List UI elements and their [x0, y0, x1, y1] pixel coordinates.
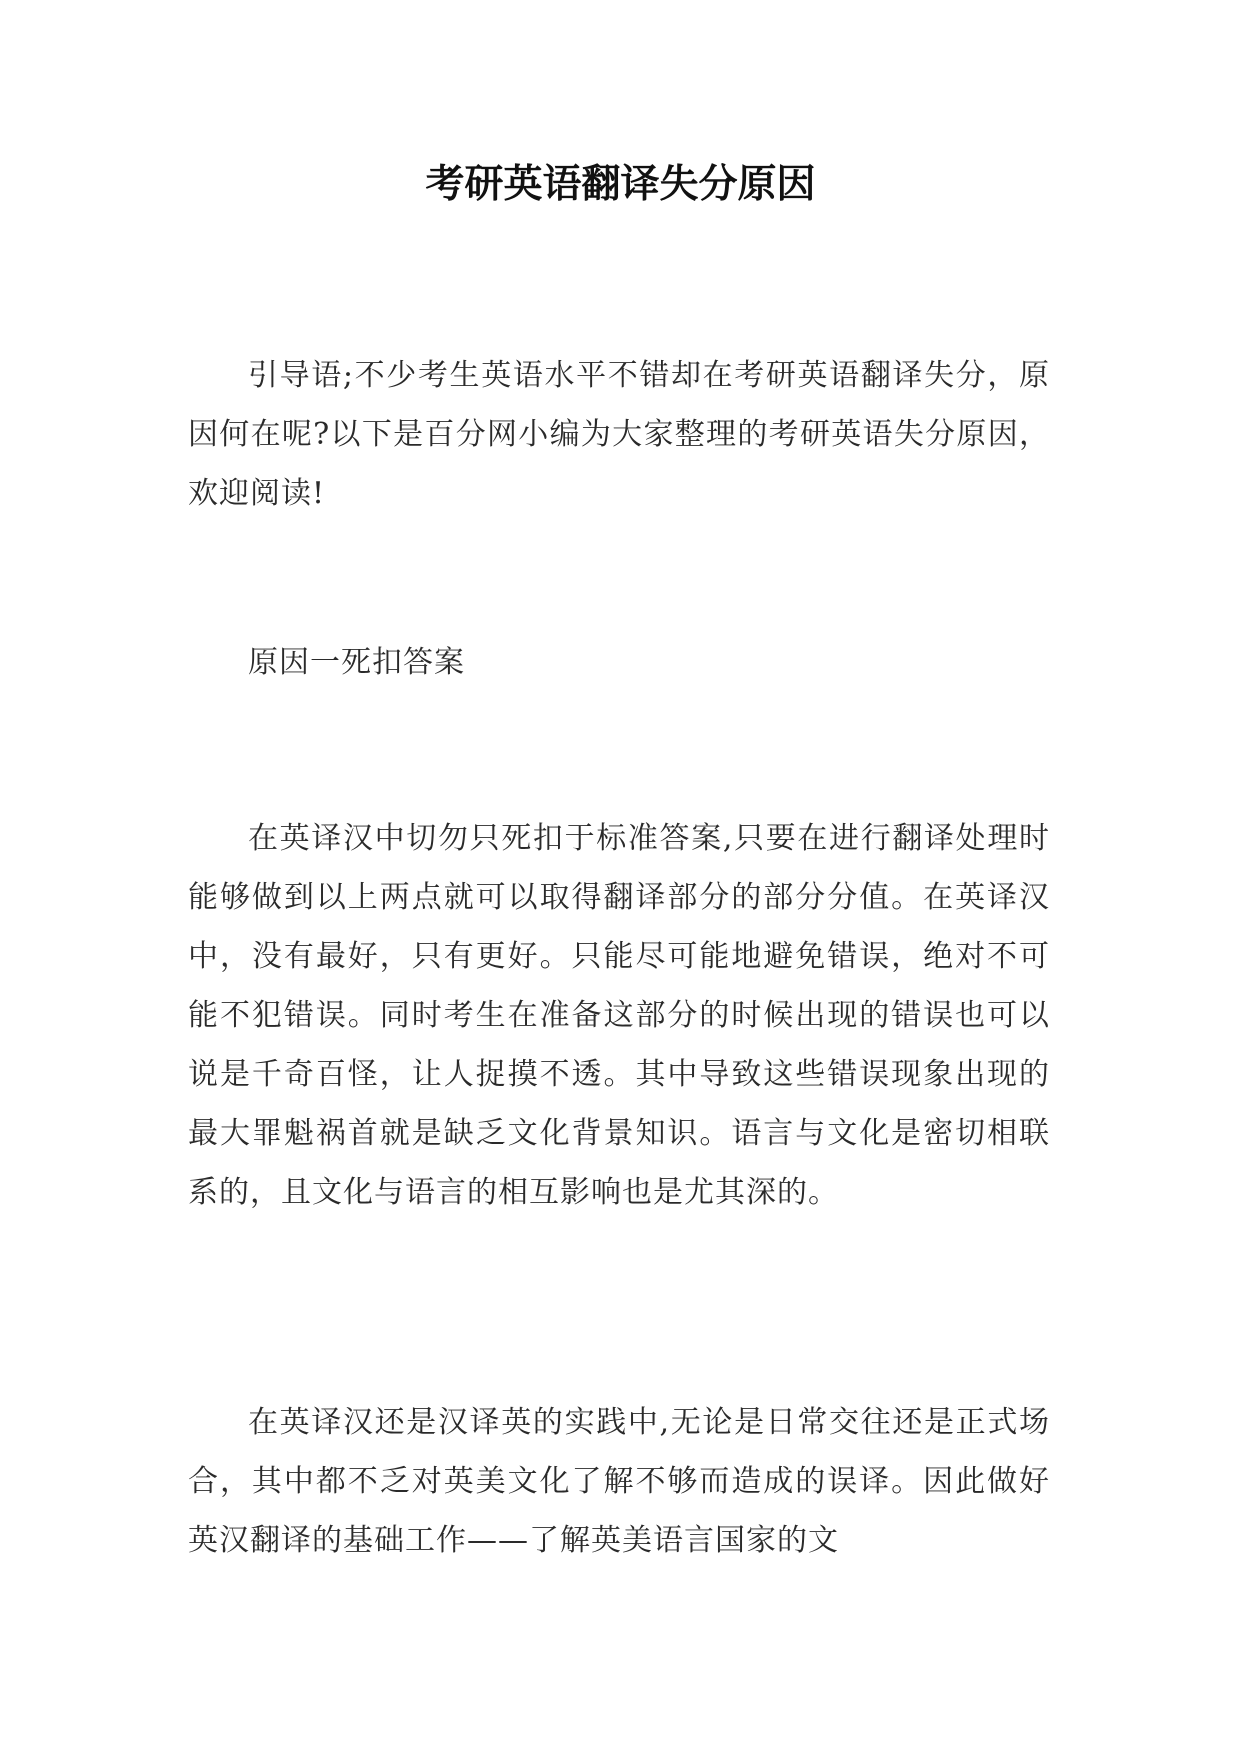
section-heading: 原因一死扣答案	[248, 645, 465, 680]
body-paragraph: 在英译汉中切勿只死扣于标准答案,只要在进行翻译处理时能够做到以上两点就可以取得翻译部分的部分分值。在英译汉中，没有最好，只有更好。只能尽可能地避免错误，绝对不可能不犯错误。同时考生在准备这部分的时候出现的错误也可以说是千奇百怪，让人捉摸不透。其中导致这些错误现象出现的最大罪魁祸首就是缺乏文化背景知识。语言与文化是密切相联系的，且文化与语言的相互影响也是尤其深的。	[188, 821, 1050, 1210]
document-title: 考研英语翻译失分原因	[425, 161, 816, 207]
intro-paragraph: 引导语;不少考生英语水平不错却在考研英语翻译失分，原因何在呢?以下是百分网小编为大家整理的考研英语失分原因，欢迎阅读!	[188, 358, 1050, 511]
body-paragraph: 在英译汉还是汉译英的实践中,无论是日常交往还是正式场合，其中都不乏对英美文化了解不够而造成的误译。因此做好英汉翻译的基础工作——了解英美语言国家的文	[188, 1405, 1050, 1558]
